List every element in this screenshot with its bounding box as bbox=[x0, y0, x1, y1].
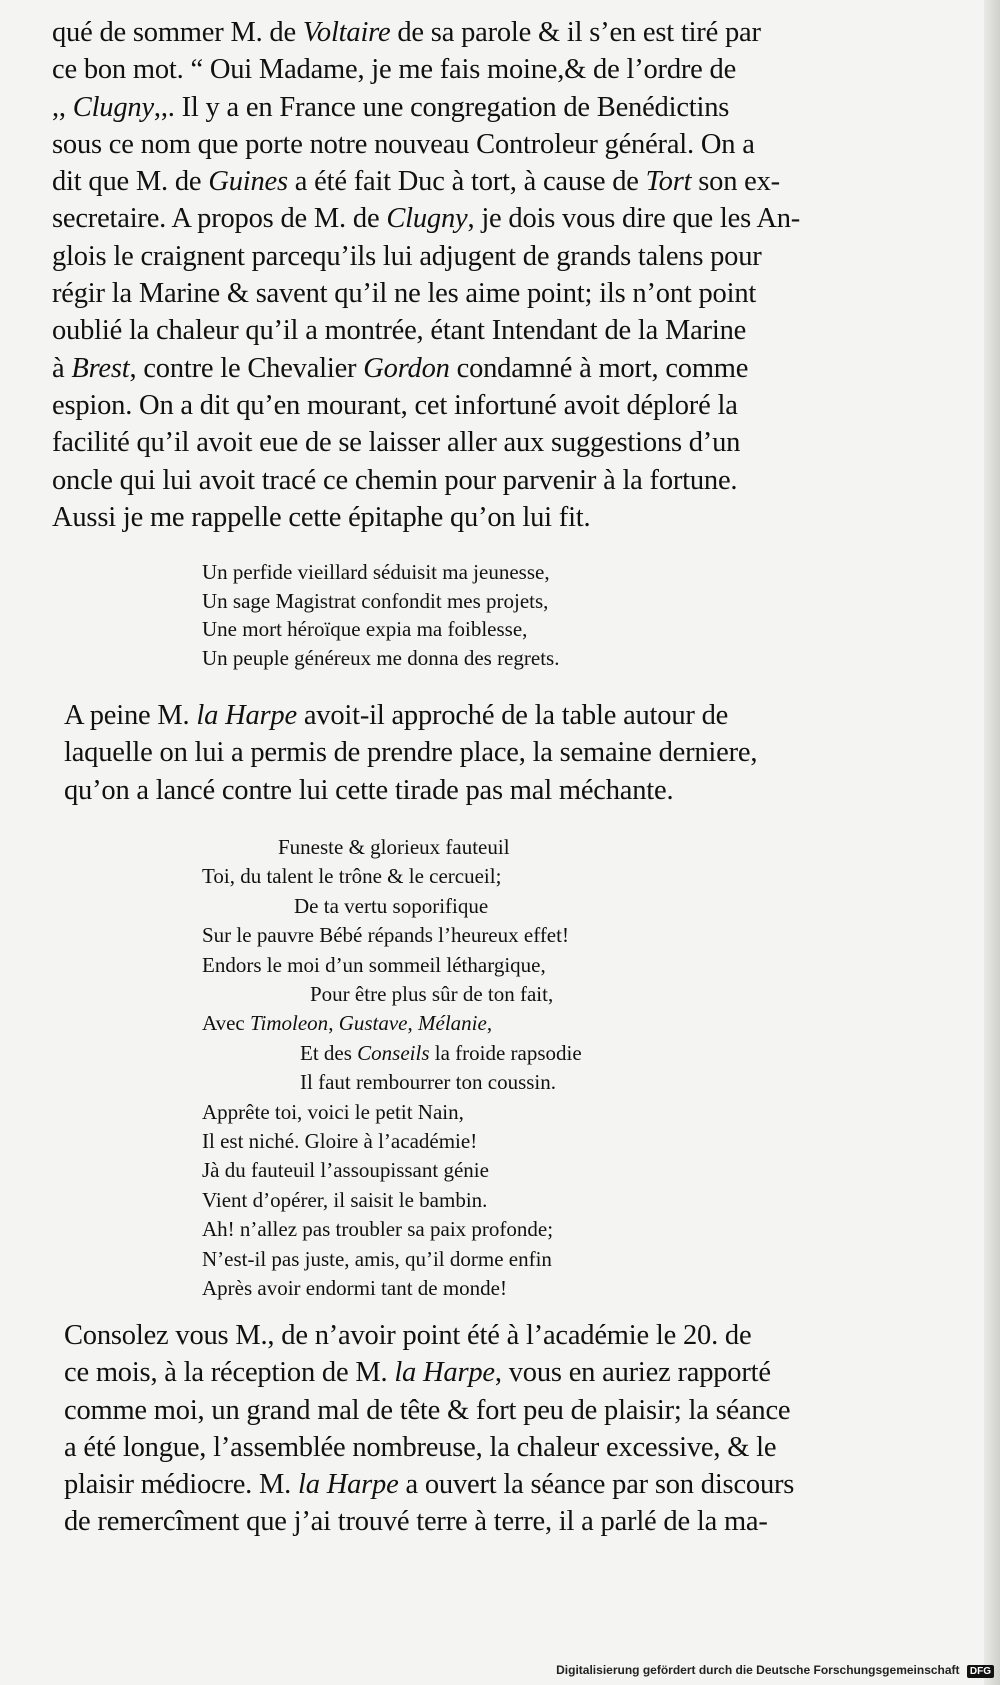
verse-line: Une mort héroïque expia ma foiblesse, bbox=[202, 617, 528, 641]
italic-text: Mélanie bbox=[418, 1011, 487, 1036]
text-line bbox=[64, 1392, 954, 1429]
text-segment: Ah! n’allez pas troubler sa paix profonde; bbox=[202, 1217, 554, 1242]
verse-line bbox=[202, 1186, 762, 1215]
text-segment: secretaire. A propos de M. de bbox=[52, 203, 387, 235]
text-line bbox=[52, 200, 942, 237]
text-segment: glois le craignent parcequ’ils lui adjugent de grands talens pour bbox=[52, 240, 762, 272]
text-line bbox=[52, 387, 942, 424]
text-segment: Aussi je me rappelle cette épitaphe qu’on lui fit. bbox=[52, 501, 591, 533]
text-segment: ce bon mot. “ Oui Madame, je me fais moine,& de l’ordre de bbox=[52, 54, 737, 86]
text-segment: qu’on a lancé contre lui cette tirade pas mal méchante. bbox=[64, 774, 674, 806]
text-segment: , bbox=[328, 1011, 339, 1036]
epitaph-verse bbox=[202, 558, 762, 672]
verse-line bbox=[202, 1039, 762, 1068]
verse-line bbox=[202, 1215, 762, 1244]
text-segment: plaisir médiocre. M. bbox=[64, 1469, 299, 1501]
text-line bbox=[52, 462, 942, 499]
fauteuil-verse bbox=[202, 833, 762, 1304]
text-line bbox=[64, 697, 954, 734]
dfg-logo: DFG bbox=[967, 1665, 994, 1678]
text-segment: , contre le Chevalier bbox=[129, 352, 364, 384]
italic-text: la Harpe bbox=[394, 1357, 495, 1389]
text-line bbox=[64, 1466, 954, 1503]
text-segment: Il est niché. Gloire à l’académie! bbox=[202, 1129, 478, 1154]
verse-line bbox=[202, 1156, 762, 1185]
verse-line bbox=[202, 1127, 762, 1156]
paragraph-reception bbox=[52, 1317, 954, 1541]
text-segment: la froide rapsodie bbox=[429, 1040, 582, 1065]
italic-text: la Harpe bbox=[196, 700, 297, 731]
text-segment: oublié la chaleur qu’il a montrée, étant Intendant de la Marine bbox=[52, 315, 747, 347]
verse-line bbox=[202, 862, 762, 891]
italic-text: Conseils bbox=[357, 1040, 430, 1065]
italic-text: Tort bbox=[645, 166, 692, 198]
text-line bbox=[64, 1503, 954, 1540]
text-segment: Consolez vous M., de n’avoir point été à l’académie le 20. de bbox=[64, 1320, 752, 1351]
text-line bbox=[64, 1354, 954, 1391]
text-line bbox=[52, 14, 942, 51]
verse-line bbox=[202, 1245, 762, 1274]
text-segment: Funeste & glorieux fauteuil bbox=[278, 835, 510, 859]
text-line bbox=[52, 238, 942, 275]
text-segment: son ex- bbox=[691, 166, 780, 198]
page-edge-shadow bbox=[984, 0, 1000, 1685]
text-segment: dit que M. de bbox=[52, 166, 209, 198]
paragraph-la-harpe bbox=[52, 697, 954, 809]
italic-text: Gustave bbox=[338, 1011, 408, 1036]
text-segment: ,, bbox=[52, 91, 73, 123]
text-segment: , je dois vous dire que les An- bbox=[467, 203, 801, 235]
text-segment: Sur le pauvre Bébé répands l’heureux effet! bbox=[202, 923, 569, 948]
text-segment: à bbox=[52, 352, 72, 384]
text-segment: oncle qui lui avoit tracé ce chemin pour parvenir à la fortune. bbox=[52, 464, 738, 496]
verse-line bbox=[202, 1009, 762, 1038]
text-segment: de sa parole & il s’en est tiré par bbox=[390, 17, 761, 48]
italic-text: Gordon bbox=[363, 352, 450, 384]
verse-line bbox=[202, 980, 762, 1009]
text-segment: a été longue, l’assemblée nombreuse, la chaleur excessive, & le bbox=[64, 1431, 777, 1463]
italic-text: Brest bbox=[71, 352, 130, 384]
text-segment: a été fait Duc à tort, à cause de bbox=[287, 166, 646, 198]
text-segment: Apprête toi, voici le petit Nain, bbox=[202, 1099, 464, 1124]
text-line bbox=[52, 350, 942, 387]
text-segment: Jà du fauteuil l’assoupissant génie bbox=[202, 1158, 489, 1183]
text-segment: de remercîment que j’ai trouvé terre à terre, il a parlé de la ma- bbox=[64, 1506, 768, 1538]
text-segment: qué de sommer M. de bbox=[52, 17, 303, 48]
text-line bbox=[52, 163, 942, 200]
text-segment: facilité qu’il avoit eue de se laisser aller aux suggestions d’un bbox=[52, 427, 741, 459]
text-segment: ce mois, à la réception de M. bbox=[64, 1357, 395, 1389]
text-line bbox=[52, 499, 942, 536]
text-segment: laquelle on lui a permis de prendre place, la semaine derniere, bbox=[64, 737, 758, 769]
verse-line bbox=[202, 1068, 762, 1097]
italic-text: la Harpe bbox=[298, 1469, 399, 1501]
text-segment: , bbox=[407, 1011, 419, 1036]
text-segment: avoit-il approché de la table autour de bbox=[296, 700, 729, 731]
text-line bbox=[52, 275, 942, 312]
text-segment: , vous en auriez rapporté bbox=[494, 1357, 771, 1389]
text-line bbox=[52, 424, 942, 461]
text-segment: Il faut rembourrer ton coussin. bbox=[300, 1070, 557, 1095]
italic-text: Timoleon bbox=[250, 1011, 329, 1036]
text-segment: Après avoir endormi tant de monde! bbox=[202, 1276, 507, 1301]
text-segment: Et des bbox=[300, 1040, 358, 1065]
text-segment: condamné à mort, comme bbox=[449, 352, 749, 384]
paragraph-voltaire bbox=[52, 14, 942, 536]
text-segment: sous ce nom que porte notre nouveau Controleur général. On a bbox=[52, 128, 755, 160]
verse-line bbox=[202, 1098, 762, 1127]
text-line bbox=[52, 51, 942, 88]
text-line bbox=[64, 1429, 954, 1466]
text-line bbox=[64, 734, 954, 771]
digitization-credit bbox=[556, 1663, 994, 1678]
verse-line bbox=[202, 1274, 762, 1303]
text-segment: Endors le moi d’un sommeil léthargique, bbox=[202, 952, 546, 977]
verse-line bbox=[202, 892, 762, 921]
text-segment: Avec bbox=[202, 1011, 250, 1036]
text-segment: régir la Marine & savent qu’il ne les aime point; ils n’ont point bbox=[52, 278, 757, 310]
verse-line bbox=[202, 833, 762, 862]
verse-line bbox=[202, 921, 762, 950]
text-line bbox=[52, 89, 942, 126]
text-segment: Vient d’opérer, il saisit le bambin. bbox=[202, 1187, 488, 1212]
text-segment: A peine M. bbox=[64, 700, 197, 731]
verse-line: Un sage Magistrat confondit mes projets, bbox=[202, 588, 549, 613]
credit-text: Digitalisierung gefördert durch die Deutsche Forschungsgemeinschaft bbox=[556, 1663, 960, 1677]
text-segment: ,,. Il y a en France une congregation de Benédictins bbox=[153, 91, 730, 123]
italic-text: Clugny bbox=[72, 91, 154, 123]
text-segment: a ouvert la séance par son discours bbox=[398, 1469, 795, 1501]
text-line bbox=[52, 126, 942, 163]
text-line bbox=[52, 312, 942, 349]
text-line bbox=[64, 1317, 954, 1354]
text-segment: comme moi, un grand mal de tête & fort peu de plaisir; la séance bbox=[64, 1394, 791, 1426]
text-segment: Toi, du talent le trône & le cercueil; bbox=[202, 864, 502, 889]
text-line bbox=[64, 772, 954, 809]
text-segment: espion. On a dit qu’en mourant, cet infortuné avoit déploré la bbox=[52, 389, 738, 421]
text-segment: N’est-il pas juste, amis, qu’il dorme enfin bbox=[202, 1246, 552, 1271]
text-segment: Pour être plus sûr de ton fait, bbox=[310, 982, 554, 1007]
verse-line: Un peuple généreux me donna des regrets. bbox=[202, 645, 560, 670]
italic-text: Clugny bbox=[386, 203, 468, 235]
verse-line: Un perfide vieillard séduisit ma jeunesse, bbox=[202, 560, 550, 584]
verse-line bbox=[202, 951, 762, 980]
text-segment: De ta vertu soporifique bbox=[294, 893, 489, 918]
italic-text: Voltaire bbox=[302, 17, 391, 48]
italic-text: Guines bbox=[208, 166, 288, 198]
text-segment: , bbox=[486, 1011, 493, 1036]
